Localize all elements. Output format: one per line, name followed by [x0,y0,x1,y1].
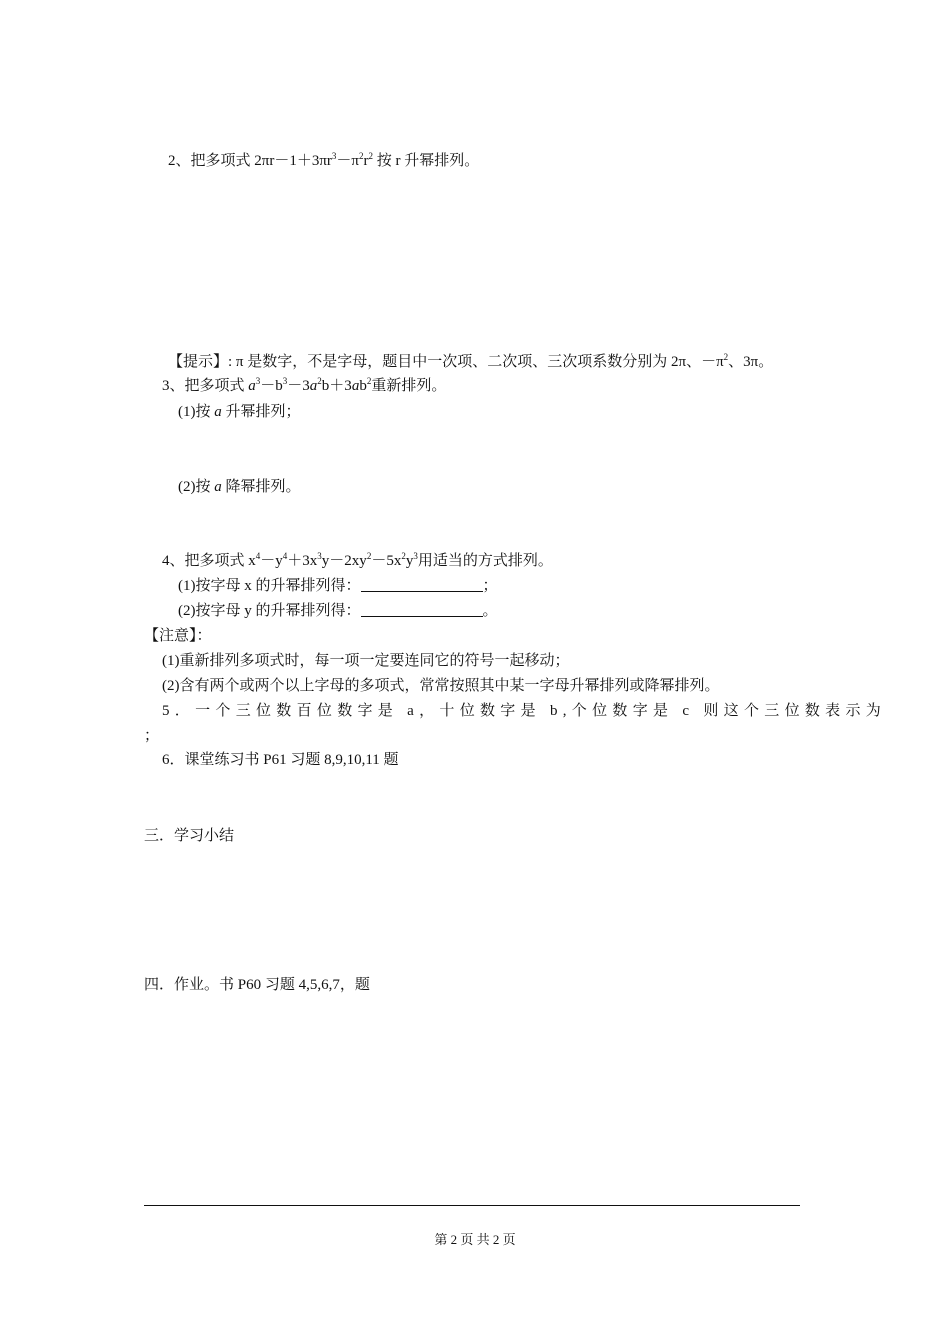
section-3-title: 三．学习小结 [144,828,235,844]
answer-blank [361,577,483,592]
question-2: 2、把多项式 $2\pi r-1+3\pi r^3-\pi^2r^2$ 按 r 升幂排列。 [168,151,480,169]
hint-label: 【提示】 [168,354,229,370]
question-6: 6．课堂练习书 P61 习题 8,9,10,11 题 [162,752,399,768]
question-4: 4、把多项式 $x^4-y^4+3x^3y-2xy^2-5x^2y^3$用适当的方式排列。 [162,551,553,569]
question-3-part-1: (1)按 a 升幂排列； [178,404,301,420]
section-4-title: 四．作业。书 P60 习题 4,5,6,7，题 [144,977,370,993]
page-number: 第 2 页 共 2 页 [434,1232,516,1247]
footer-divider [144,1205,800,1206]
hint: 【提示】: π 是数字，不是字母，题目中一次项、二次项、三次项系数分别为 2π、$-\pi^2$、3π。 [168,352,774,370]
note-item-2: (2)含有两个或两个以上字母的多项式，常常按照其中某一字母升幂排列或降幂排列。 [162,678,720,694]
question-4-part-1: (1)按字母 x 的升幂排列得： ； [178,578,498,594]
question-5: 5．一个三位数百位数字是 a，十位数字是 b,个位数字是 c 则这个三位数表示为 [162,703,887,719]
question-5-tail: ； [144,728,160,744]
note-item-1: (1)重新排列多项式时，每一项一定要连同它的符号一起移动； [162,653,570,669]
question-3: 3、把多项式 $a^3-b^3-3a^2b+3ab^2$重新排列。 [162,376,447,394]
question-3-part-2: (2)按 a 降幂排列。 [178,479,301,495]
answer-blank [361,602,483,617]
note-title: 【注意】： [144,628,212,644]
question-4-part-2: (2)按字母 y 的升幂排列得： 。 [178,603,498,619]
